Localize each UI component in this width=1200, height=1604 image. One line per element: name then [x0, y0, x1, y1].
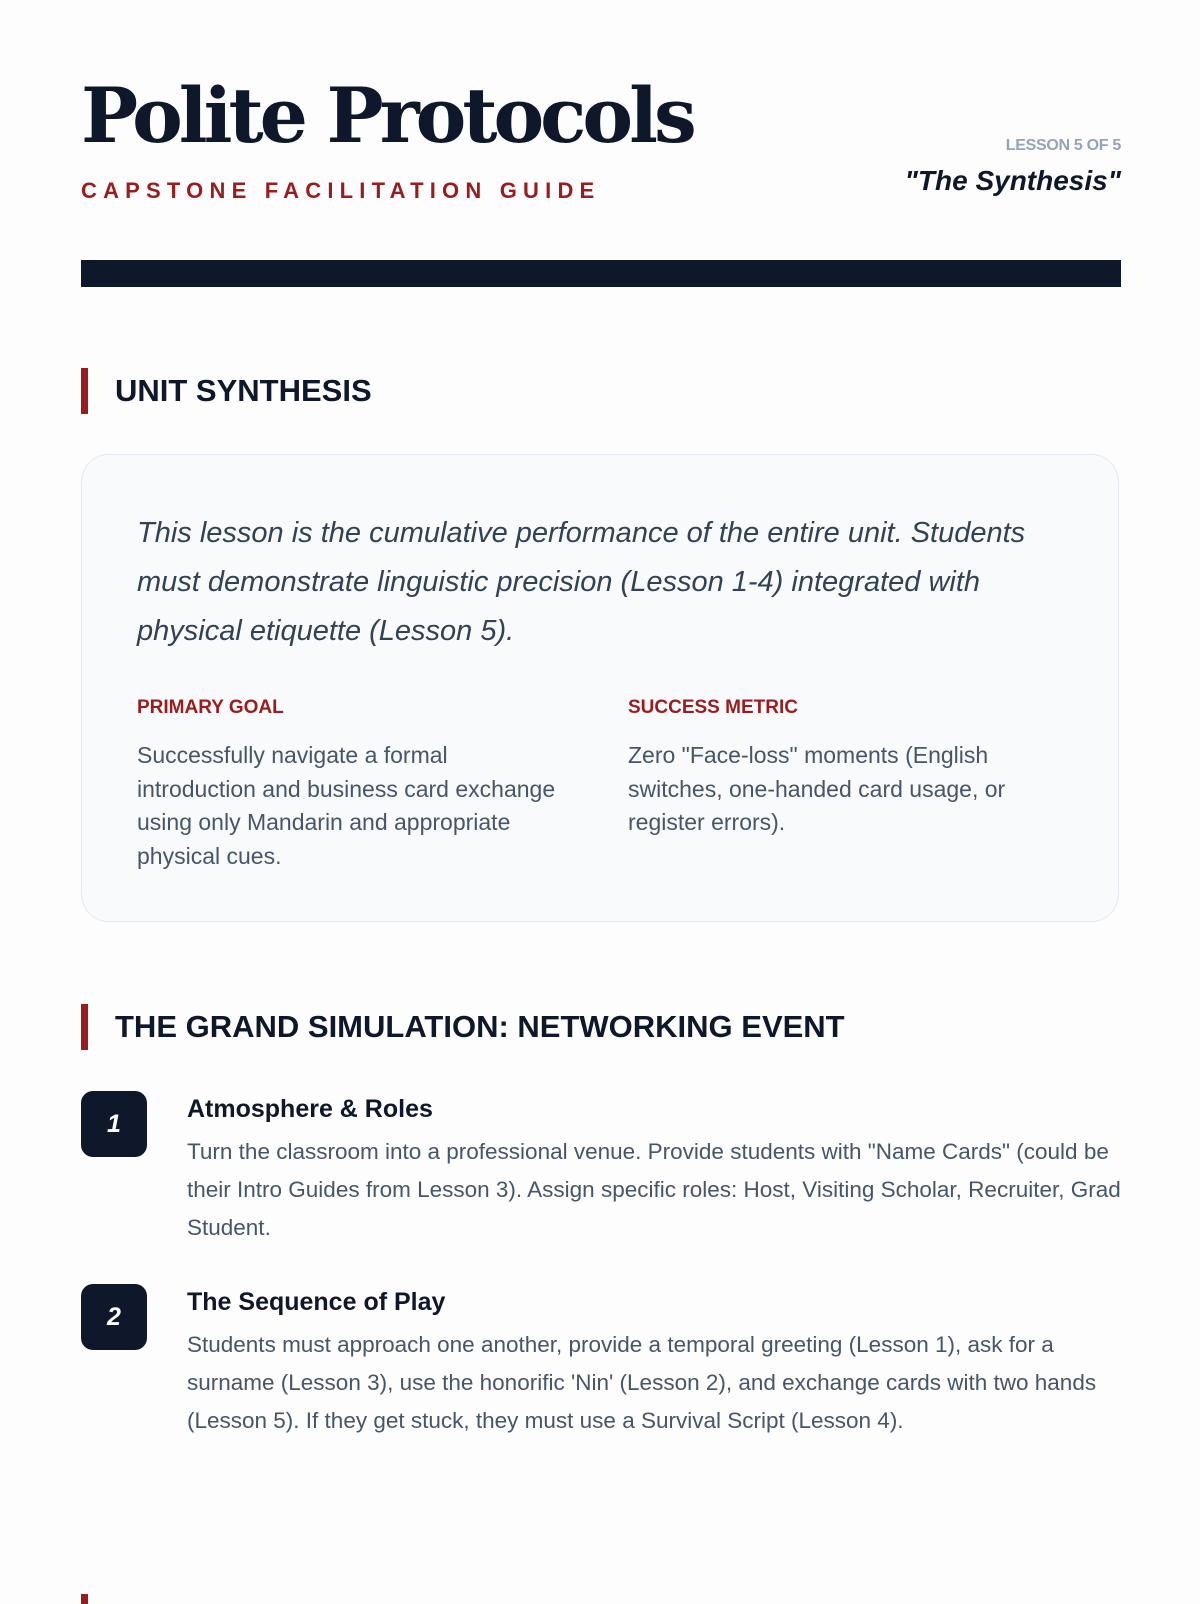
step-description: Students must approach one another, provide a temporal greeting (Lesson 1), ask for a surname (Lesson 3), use the honorific 'Nin' (Lesson 2), and exchange cards with two hands (Lesson 5). If they get stuck, they must use a Survival Script (Lesson 4).: [187, 1332, 1097, 1433]
synthesis-quote: This lesson is the cumulative performance of the entire unit. Students must demonstrate linguistic precision (Lesson 1-4) integrated with physical etiquette (Lesson 5).: [137, 517, 1026, 647]
success-metric-text: Zero "Face-loss" moments (English switches, one-handed card usage, or register errors).: [628, 742, 1006, 835]
step-title: The Sequence of Play: [187, 1288, 446, 1316]
lesson-name: "The Synthesis": [904, 165, 1121, 196]
header-divider: [81, 260, 1121, 287]
section-accent-bar: [81, 1004, 88, 1050]
section-accent-bar: [81, 1594, 88, 1604]
primary-goal-label: PRIMARY GOAL: [137, 697, 284, 718]
lesson-count: LESSON 5 OF 5: [1005, 137, 1121, 154]
step-title: Atmosphere & Roles: [187, 1095, 433, 1123]
section-heading-grand-simulation: [81, 1004, 845, 1050]
section-title: THE GRAND SIMULATION: NETWORKING EVENT: [115, 1009, 845, 1044]
step-number-badge: 1: [81, 1091, 147, 1157]
document-page: [81, 0, 1121, 1433]
section-accent-bar: [81, 368, 88, 414]
synthesis-card: [81, 454, 1119, 922]
success-metric-label: SUCCESS METRIC: [628, 697, 798, 718]
step-number-badge: 2: [81, 1284, 147, 1350]
success-metric: [628, 697, 1048, 840]
lesson-meta: [905, 137, 1121, 197]
section-title: UNIT SYNTHESIS: [115, 373, 372, 408]
section-heading-unit-synthesis: [81, 368, 372, 414]
step-description: Turn the classroom into a professional venue. Provide students with "Name Cards" (could be their Intro Guides from Lesson 3). Assign specific roles: Host, Visiting Scholar, Recruiter, Grad Student.: [187, 1139, 1121, 1240]
primary-goal-text: Successfully navigate a formal introduction and business card exchange using only Mandarin and appropriate physical cues.: [137, 742, 556, 869]
document-header: [81, 0, 1121, 290]
document-subtitle: CAPSTONE FACILITATION GUIDE: [81, 178, 601, 203]
document-title: Polite Protocols: [81, 71, 693, 160]
primary-goal: [137, 697, 557, 873]
